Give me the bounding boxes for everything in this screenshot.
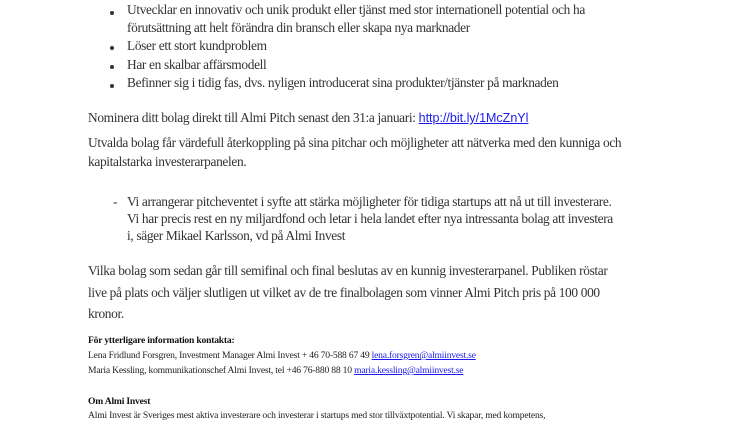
- contact-details: Maria Kessling, kommunikationschef Almi Invest, tel +46 76-880 88 10: [88, 365, 355, 376]
- bullet-text: Har en skalbar affärsmodell: [127, 57, 267, 72]
- quote-line: Vi har precis rest en ny miljardfond och letar i hela landet efter nya intressanta bolag att investera: [127, 211, 613, 226]
- selection-line: live på plats och väljer slutligen ut vilket av de tre finalbolagen som vinner Almi Pitch pris på 100 000: [88, 285, 600, 300]
- selection-line: Vilka bolag som sedan går till semifinal och final beslutas av en kunnig investerarpanel. Publiken röstar: [88, 263, 608, 278]
- quote-line: Vi arrangerar pitcheventet i syfte att stärka möjligheter för tidiga startups att nå ut till investerare.: [127, 194, 612, 209]
- contact-heading: För ytterligare information kontakta:: [88, 335, 235, 346]
- bullet-icon: [110, 65, 114, 69]
- contact-person: [88, 365, 463, 377]
- contact-person: [88, 350, 476, 362]
- nominate-link[interactable]: http://bit.ly/1McZnYl: [418, 111, 529, 125]
- quote-line: i, säger Mikael Karlsson, vd på Almi Invest: [127, 228, 346, 243]
- contact-email-link[interactable]: maria.kessling@almiinvest.se: [354, 365, 464, 376]
- contact-details: Lena Fridlund Forsgren, Investment Manager Almi Invest + 46 70-588 67 49: [88, 350, 372, 361]
- bullet-icon: [110, 46, 114, 50]
- about-text: Almi Invest är Sveriges mest aktiva investerare och investerar i startups med stor tillväxtpotential. Vi skapar, med kompetens,: [88, 410, 546, 421]
- bullet-text: förutsättning att helt förändra din bransch eller skapa nya marknader: [127, 20, 470, 35]
- about-heading: Om Almi Invest: [88, 396, 151, 407]
- nominate-text: Nominera ditt bolag direkt till Almi Pitch senast den 31:a januari:: [88, 110, 419, 125]
- selection-line: kronor.: [88, 306, 124, 321]
- bullet-text: Utvecklar en innovativ och unik produkt eller tjänst med stor internationell potential och ha: [127, 2, 585, 17]
- feedback-line: kapitalstarka investerarpanelen.: [88, 154, 247, 169]
- feedback-line: Utvalda bolag får värdefull återkoppling på sina pitchar och möjligheter att nätverka med den kunniga och: [88, 135, 622, 150]
- nominate-paragraph: [88, 110, 528, 126]
- bullet-text: Befinner sig i tidig fas, dvs. nyligen introducerat sina produkter/tjänster på marknaden: [127, 75, 559, 90]
- contact-email-link[interactable]: lena.forsgren@almiinvest.se: [371, 350, 476, 361]
- bullet-text: Löser ett stort kundproblem: [127, 38, 267, 53]
- quote-dash: -: [113, 194, 118, 209]
- bullet-icon: [110, 84, 114, 88]
- bullet-icon: [110, 11, 114, 15]
